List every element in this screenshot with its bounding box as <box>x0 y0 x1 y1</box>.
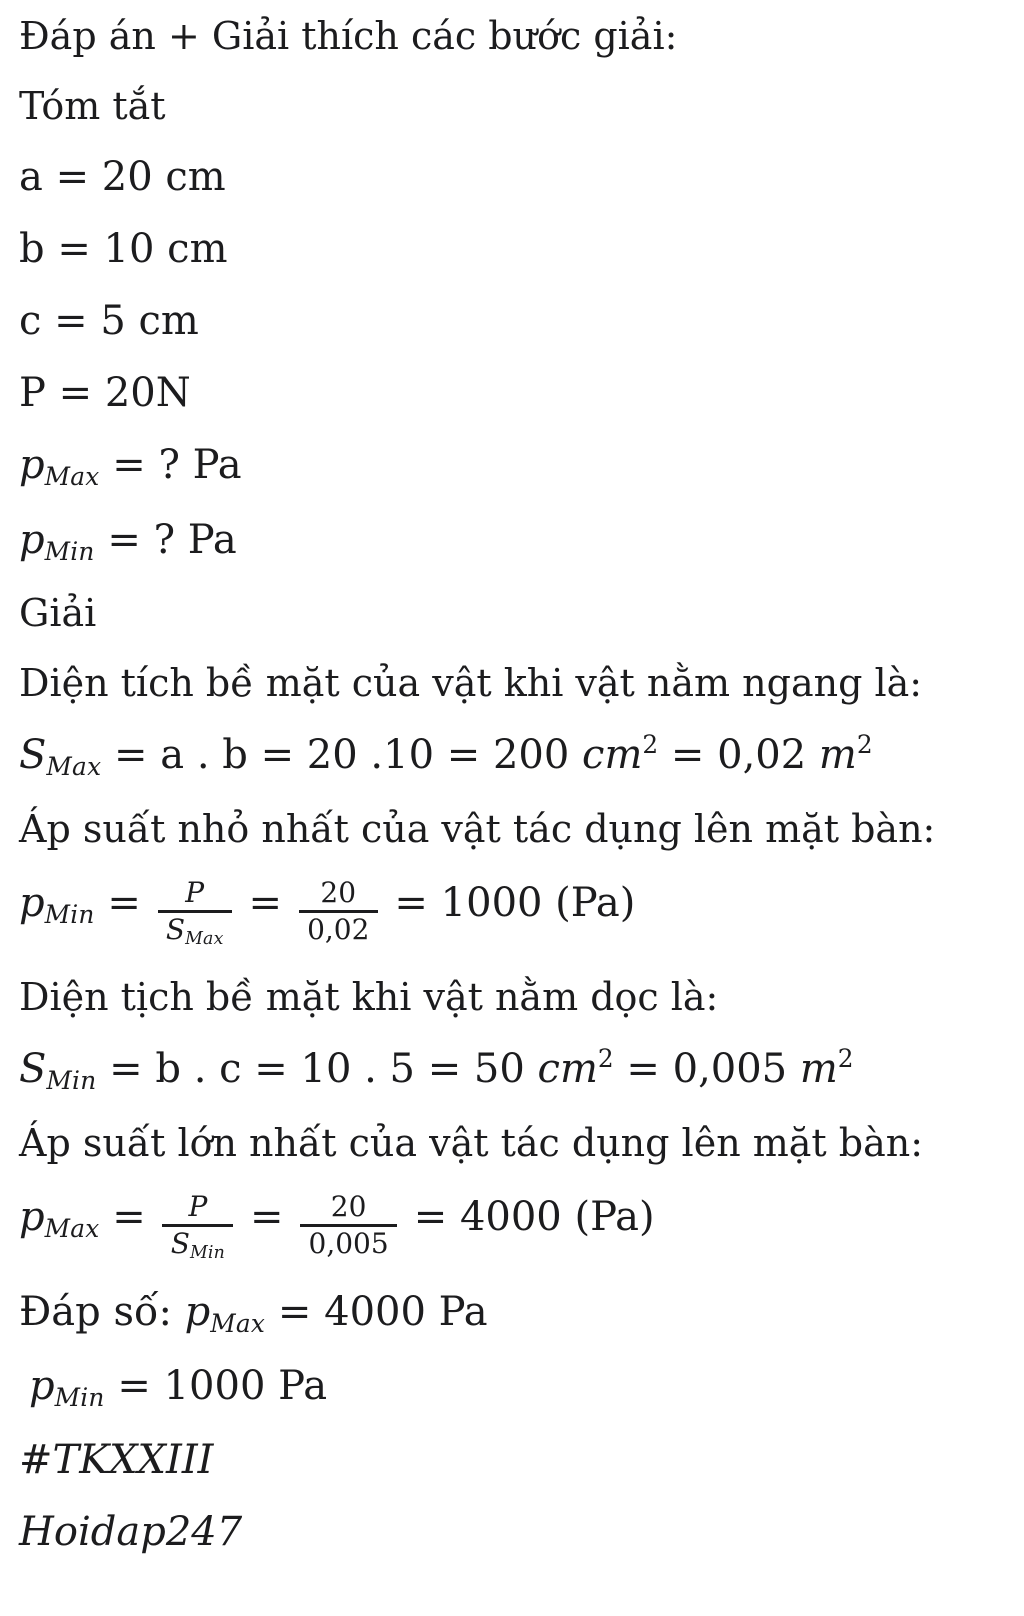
math-roman: 20 <box>320 876 357 910</box>
math-fraction <box>162 1190 233 1263</box>
math-roman: = 0,02 <box>658 732 819 779</box>
math-roman: = ? Pa <box>99 442 242 489</box>
math-roman: c = 5 cm <box>19 298 199 345</box>
summary-title <box>19 84 1016 129</box>
math-italic: p <box>19 1194 45 1241</box>
given-weight <box>19 370 1016 417</box>
answer-header <box>19 14 1016 59</box>
math-italic: cm <box>582 732 643 779</box>
math-subscript: Min <box>44 900 95 930</box>
math-roman: Đáp số: <box>19 1288 185 1335</box>
math-roman: = 1000 Pa <box>104 1362 328 1409</box>
math-roman: = 0,005 <box>613 1046 800 1093</box>
math-italic: m <box>818 732 857 779</box>
math-italic: p <box>19 442 45 489</box>
solution-title <box>19 591 1016 636</box>
given-c <box>19 298 1016 345</box>
math-subscript: Min <box>44 536 95 566</box>
math-italic: S <box>19 1046 47 1093</box>
pmin-equation <box>19 876 1016 949</box>
math-superscript: 2 <box>837 1044 854 1074</box>
final-answer-pmax <box>19 1289 1016 1338</box>
math-subscript: Max <box>46 752 102 782</box>
solution-title-label: Giải <box>19 590 97 635</box>
math-roman: = <box>235 880 295 927</box>
math-subscript: Max <box>44 462 100 492</box>
math-italic: m <box>799 1046 838 1093</box>
team-signature <box>19 1437 1016 1484</box>
fraction-numerator <box>158 876 232 910</box>
math-roman: 20 <box>330 1190 367 1224</box>
site-signature <box>19 1509 1016 1556</box>
smax-statement-label: Diện tích bề mặt của vật khi vật nằm ngang là: <box>19 660 923 705</box>
given-b <box>19 226 1016 273</box>
fraction-numerator <box>300 1190 397 1224</box>
summary-title-label: Tóm tắt <box>19 83 166 128</box>
math-roman: = a . b = 20 .10 = 200 <box>101 732 583 779</box>
math-italic: p <box>19 880 45 927</box>
math-subscript: Min <box>54 1382 105 1412</box>
math-fraction <box>158 876 232 949</box>
math-roman: 0,005 <box>308 1226 389 1260</box>
math-subscript: Max <box>185 928 224 949</box>
smax-equation <box>19 730 1016 781</box>
fraction-numerator <box>162 1190 233 1224</box>
math-italic: #TKXXIII <box>19 1436 214 1483</box>
math-roman: = <box>99 1194 159 1241</box>
final-answer-pmin <box>19 1363 1016 1412</box>
given-a <box>19 154 1016 201</box>
math-roman: = 4000 (Pa) <box>401 1194 655 1241</box>
math-italic: Hoidap247 <box>19 1509 243 1556</box>
math-roman: P = 20N <box>19 370 191 417</box>
math-italic: p <box>184 1288 211 1335</box>
unknown-pmax <box>19 442 1016 491</box>
pmin-statement <box>19 807 1016 852</box>
fraction-denominator <box>299 910 378 947</box>
math-roman: = 4000 Pa <box>265 1288 488 1335</box>
math-roman: a = 20 cm <box>19 153 226 200</box>
math-roman: b = 10 cm <box>19 225 228 272</box>
fraction-denominator <box>162 1224 233 1264</box>
math-roman: = b . c = 10 . 5 = 50 <box>96 1046 538 1093</box>
math-italic: p <box>19 516 45 563</box>
math-roman: 0,02 <box>307 912 370 946</box>
math-roman: = <box>94 880 154 927</box>
smin-statement <box>19 975 1016 1020</box>
math-superscript: 2 <box>856 730 873 760</box>
math-superscript: 2 <box>642 730 659 760</box>
math-italic: p <box>29 1362 55 1409</box>
math-subscript: Max <box>210 1308 266 1338</box>
fraction-numerator <box>299 876 378 910</box>
math-italic: P <box>185 876 205 910</box>
math-superscript: 2 <box>597 1044 614 1074</box>
pmin-statement-label: Áp suất nhỏ nhất của vật tác dụng lên mặt bàn: <box>19 806 936 851</box>
math-italic: cm <box>537 1046 598 1093</box>
math-italic: S <box>19 732 47 779</box>
math-fraction <box>299 876 378 946</box>
math-italic: S <box>170 1226 190 1260</box>
math-fraction <box>300 1190 397 1260</box>
math-italic: S <box>165 912 186 946</box>
smax-statement <box>19 661 1016 706</box>
math-subscript: Max <box>44 1214 100 1244</box>
unknown-pmin <box>19 517 1016 566</box>
smin-equation <box>19 1044 1016 1095</box>
pmax-statement <box>19 1121 1016 1166</box>
smin-statement-label: Diện tịch bề mặt khi vật nằm dọc là: <box>19 974 719 1019</box>
math-subscript: Min <box>46 1066 97 1096</box>
math-roman: = <box>237 1194 297 1241</box>
math-roman: = ? Pa <box>94 516 237 563</box>
fraction-denominator <box>158 910 232 950</box>
math-italic: P <box>188 1190 208 1224</box>
fraction-denominator <box>300 1224 397 1261</box>
pmax-equation <box>19 1190 1016 1263</box>
math-subscript: Min <box>189 1242 225 1263</box>
math-roman: = 1000 (Pa) <box>381 880 636 927</box>
answer-header-label: Đáp án + Giải thích các bước giải: <box>19 14 678 58</box>
pmax-statement-label: Áp suất lớn nhất của vật tác dụng lên mặt bàn: <box>19 1120 924 1165</box>
